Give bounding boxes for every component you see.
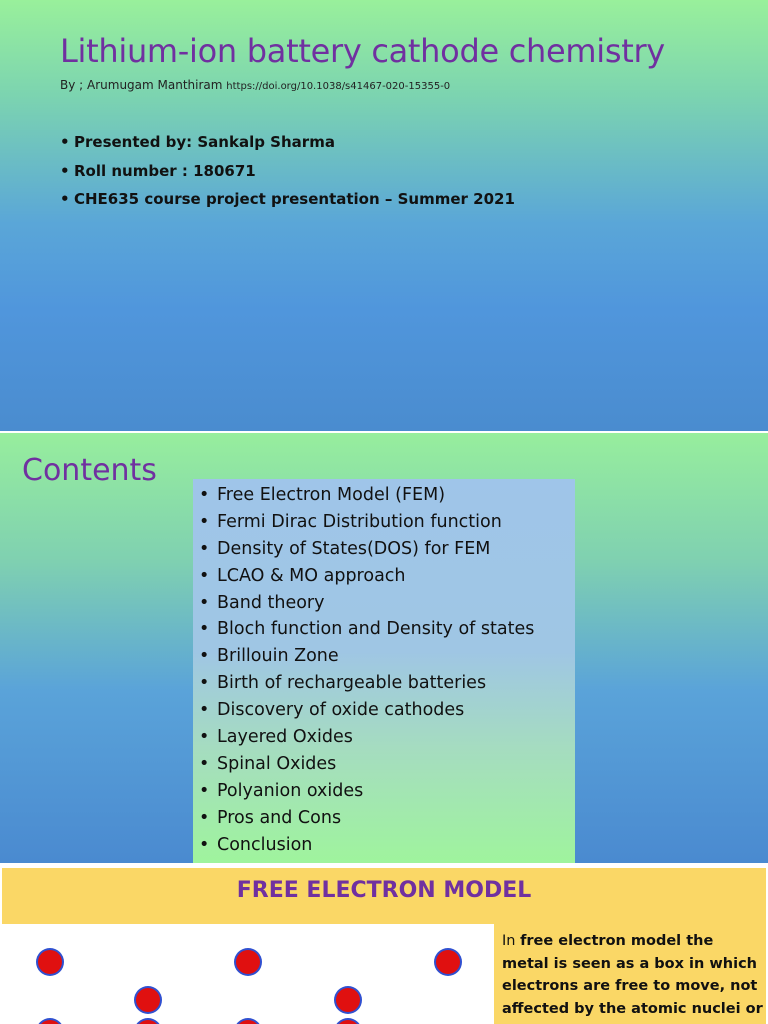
atom-nucleus-icon xyxy=(336,1020,360,1024)
slide-header xyxy=(2,868,766,924)
bullet-icon: • xyxy=(199,646,210,667)
bullet-icon: • xyxy=(199,485,210,505)
bullet-icon: • xyxy=(60,161,70,180)
list-item xyxy=(199,483,534,510)
contents-item-label: Discovery of oxide cathodes xyxy=(217,700,465,721)
doi-link[interactable]: https://doi.org/10.1038/s41467-020-15355-0 xyxy=(226,81,451,92)
atom-nucleus-icon xyxy=(38,950,62,974)
bullet-icon: • xyxy=(199,673,210,694)
contents-item-label: Band theory xyxy=(217,592,325,613)
presenter-info-list xyxy=(60,131,515,217)
author-credit: By ; Arumugam Manthiram xyxy=(60,78,223,92)
contents-title: Contents xyxy=(22,453,157,488)
contents-item-label: Polyanion oxides xyxy=(217,780,364,801)
bullet-icon: • xyxy=(199,807,210,828)
presenter-name: Presented by: Sankalp Sharma xyxy=(74,133,335,151)
atom-nucleus-icon xyxy=(236,950,260,974)
atom-nucleus-icon xyxy=(38,1020,62,1024)
bullet-icon: • xyxy=(60,190,70,208)
contents-item-label: Pros and Cons xyxy=(217,807,342,828)
bullet-icon: • xyxy=(199,565,210,586)
bullet-icon: • xyxy=(60,133,70,151)
bullet-icon: • xyxy=(199,753,210,774)
bullet-icon: • xyxy=(199,511,210,532)
bullet-icon: • xyxy=(199,780,210,801)
contents-item-label: Fermi Dirac Distribution function xyxy=(217,511,502,532)
byline xyxy=(60,78,450,92)
presentation-title: Lithium-ion battery cathode chemistry xyxy=(60,32,665,70)
bullet-icon: • xyxy=(199,834,210,855)
bullet-icon: • xyxy=(199,700,210,721)
list-item xyxy=(199,671,534,698)
list-item xyxy=(199,510,534,537)
list-item xyxy=(199,779,534,806)
list-item xyxy=(199,537,534,564)
free-electron-model-slide xyxy=(0,866,768,1024)
contents-list xyxy=(199,483,534,859)
list-item xyxy=(60,188,515,217)
contents-item-label: Spinal Oxides xyxy=(217,753,337,774)
list-item xyxy=(60,131,515,160)
list-item xyxy=(199,833,534,860)
title-slide xyxy=(0,0,768,431)
description-body: the metal is seen as a box in which electrons are free to move, not affected by the atomic nuclei or xyxy=(502,933,763,1017)
course-info: CHE635 course project presentation – Summer 2021 xyxy=(74,190,515,208)
contents-item-label: Bloch function and Density of states xyxy=(217,619,535,640)
slide-title: FREE ELECTRON MODEL xyxy=(236,878,532,903)
bullet-icon: • xyxy=(199,538,210,559)
list-item xyxy=(199,591,534,618)
contents-item-label: Conclusion xyxy=(217,834,313,855)
description-text xyxy=(502,930,764,1020)
atom-nucleus-icon xyxy=(236,1020,260,1024)
atom-nucleus-icon xyxy=(136,988,160,1012)
contents-box xyxy=(193,479,575,863)
list-item xyxy=(199,644,534,671)
contents-item-label: Density of States(DOS) for FEM xyxy=(217,538,491,559)
atom-nucleus-icon xyxy=(336,988,360,1012)
atom-nucleus-icon xyxy=(136,1020,160,1024)
contents-item-label: Layered Oxides xyxy=(217,727,353,748)
bullet-icon: • xyxy=(199,727,210,748)
roll-number: Roll number : 180671 xyxy=(74,161,256,180)
contents-item-label: Birth of rechargeable batteries xyxy=(217,673,487,694)
description-keyword: free electron model xyxy=(520,933,682,949)
bullet-icon: • xyxy=(199,592,210,613)
contents-item-label: Free Electron Model (FEM) xyxy=(217,485,446,505)
contents-item-label: Brillouin Zone xyxy=(217,646,339,667)
atom-nucleus-icon xyxy=(436,950,460,974)
list-item xyxy=(199,752,534,779)
list-item xyxy=(199,806,534,833)
contents-item-label: LCAO & MO approach xyxy=(217,565,406,586)
contents-slide xyxy=(0,433,768,863)
list-item xyxy=(199,564,534,591)
list-item xyxy=(199,698,534,725)
bullet-icon: • xyxy=(199,619,210,640)
list-item xyxy=(60,160,515,189)
list-item xyxy=(199,617,534,644)
description-box xyxy=(494,924,766,1024)
description-intro: In xyxy=(502,933,521,949)
list-item xyxy=(199,725,534,752)
